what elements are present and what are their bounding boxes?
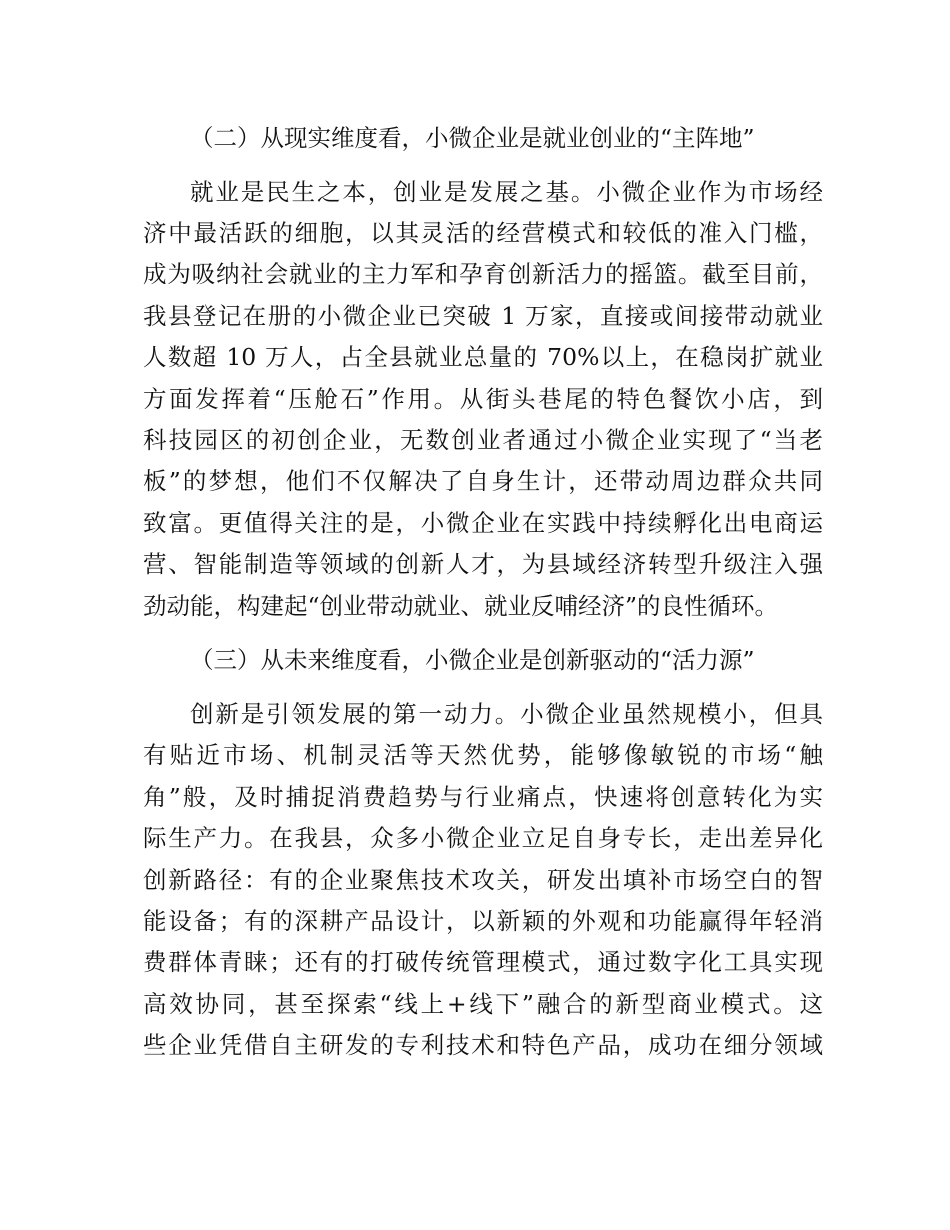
paragraph-line: 方面发挥着“压舱石”作用。从街头巷尾的特色餐饮小店，到 xyxy=(143,385,823,413)
paragraph-line: 营、智能制造等领域的创新人才，为县域经济转型升级注入强 xyxy=(143,550,823,578)
paragraph-line: 能设备；有的深耕产品设计，以新颖的外观和功能赢得年轻消 xyxy=(143,907,823,935)
paragraph-line: 我县登记在册的小微企业已突破 1 万家，直接或间接带动就业 xyxy=(143,302,823,330)
paragraph-line: 些企业凭借自主研发的专利技术和特色产品，成功在细分领域 xyxy=(143,1031,823,1059)
paragraph-line: 济中最活跃的细胞，以其灵活的经营模式和较低的准入门槛， xyxy=(143,219,823,247)
paragraph-line: 有贴近市场、机制灵活等天然优势，能够像敏锐的市场“触 xyxy=(143,741,823,769)
paragraph-line: 角”般，及时捕捉消费趋势与行业痛点，快速将创意转化为实 xyxy=(143,783,823,811)
paragraph-line: 成为吸纳社会就业的主力军和孕育创新活力的摇篮。截至目前， xyxy=(143,260,823,288)
section-heading: （二）从现实维度看，小微企业是就业创业的“主阵地” xyxy=(190,124,755,152)
paragraph-line: 创新是引领发展的第一动力。小微企业虽然规模小，但具 xyxy=(190,700,823,728)
paragraph-line: 就业是民生之本，创业是发展之基。小微企业作为市场经 xyxy=(190,178,823,206)
paragraph-line: 科技园区的初创企业，无数创业者通过小微企业实现了“当老 xyxy=(143,426,823,454)
paragraph-line: 劲动能，构建起“创业带动就业、就业反哺经济”的良性循环。 xyxy=(143,592,779,620)
paragraph-line: 高效协同，甚至探索“线上+线下”融合的新型商业模式。这 xyxy=(143,990,823,1018)
section-heading: （三）从未来维度看，小微企业是创新驱动的“活力源” xyxy=(190,646,755,674)
paragraph-line: 人数超 10 万人，占全县就业总量的 70%以上，在稳岗扩就业 xyxy=(143,343,823,371)
paragraph-line: 致富。更值得关注的是，小微企业在实践中持续孵化出电商运 xyxy=(143,509,823,537)
paragraph-line: 际生产力。在我县，众多小微企业立足自身专长，走出差异化 xyxy=(143,824,823,852)
paragraph-line: 创新路径：有的企业聚焦技术攻关，研发出填补市场空白的智 xyxy=(143,866,823,894)
paragraph-line: 板”的梦想，他们不仅解决了自身生计，还带动周边群众共同 xyxy=(143,467,823,495)
paragraph-line: 费群体青睐；还有的打破传统管理模式，通过数字化工具实现 xyxy=(143,948,823,976)
